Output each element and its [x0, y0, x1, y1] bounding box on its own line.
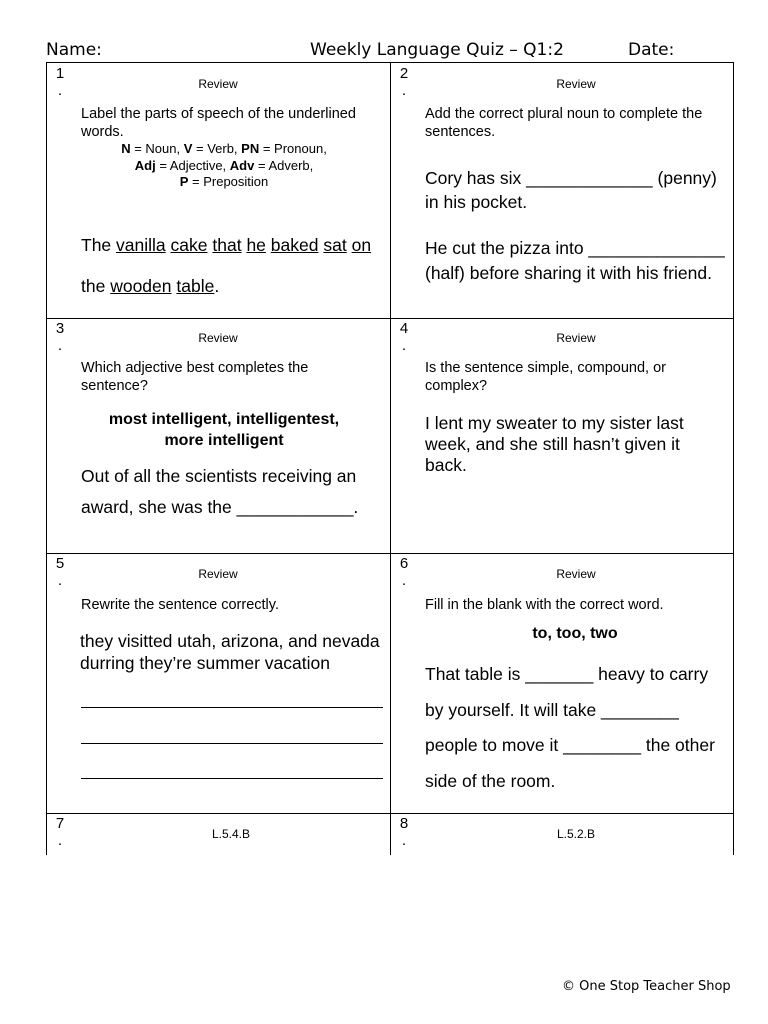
grid-line [46, 813, 734, 814]
standard-tag: Review [198, 77, 238, 91]
answer-line[interactable] [81, 778, 383, 779]
key-meaning: = Adjective, [155, 157, 230, 173]
number-dot: . [57, 337, 63, 354]
question-number [53, 320, 67, 354]
answer-line[interactable] [81, 743, 383, 744]
word: The [81, 235, 117, 255]
key-meaning: = Adverb, [254, 157, 314, 173]
quiz-grid [46, 62, 734, 855]
question-number [397, 320, 411, 354]
number-dot: . [401, 82, 407, 99]
options-line: most intelligent, intelligentest, [108, 411, 340, 428]
instruction-line: Label the parts of speech of the underlined [81, 106, 356, 122]
sentence-line: (half) before sharing it with his friend. [425, 263, 712, 283]
question-sentence [425, 166, 730, 214]
instruction-line: sentences. [425, 124, 496, 140]
key-abbr: V [183, 141, 193, 156]
underlined-word: baked [270, 235, 319, 255]
underlined-word: wooden [110, 276, 172, 296]
question-number [53, 815, 67, 849]
question-sentence [81, 461, 386, 523]
question-sentence [80, 630, 388, 674]
number-text: 6 [399, 555, 409, 572]
number-dot: . [57, 832, 63, 849]
question-sentence [425, 236, 730, 286]
question-sentence [425, 413, 730, 476]
name-label: Name: [46, 40, 102, 60]
word: the [81, 276, 111, 296]
sentence-line: Cory has six _____________ (penny) [425, 168, 717, 188]
sentence-line: I lent my sweater to my sister last [425, 413, 684, 433]
sentence-line: week, and she still hasn’t given it [425, 434, 680, 454]
instruction-line: complex? [425, 378, 488, 394]
question-number [53, 65, 67, 99]
question-number [397, 65, 411, 99]
number-dot: . [401, 572, 407, 589]
question-instruction [425, 105, 730, 141]
grid-line [46, 63, 47, 855]
number-dot: . [401, 832, 407, 849]
question-instruction: Rewrite the sentence correctly. [81, 597, 279, 613]
grid-line [46, 553, 734, 554]
grid-line [390, 63, 391, 855]
number-dot: . [57, 572, 63, 589]
grid-line [733, 63, 734, 855]
number-text: 5 [55, 555, 65, 572]
question-sentence [81, 225, 386, 307]
number-dot: . [401, 337, 407, 354]
instruction-line: Add the correct plural noun to complete the [425, 106, 703, 122]
instruction-line: Which adjective best completes the [81, 360, 309, 376]
answer-options [81, 409, 367, 451]
number-text: 1 [55, 65, 65, 82]
answer-options: to, too, two [532, 625, 618, 642]
question-instruction [425, 359, 730, 395]
instruction-line: Is the sentence simple, compound, or [425, 360, 666, 376]
sentence-line: He cut the pizza into ______________ [425, 238, 725, 258]
standard-tag: Review [198, 567, 238, 581]
question-instruction [81, 359, 381, 395]
number-text: 4 [399, 320, 409, 337]
sentence-line: by yourself. It will take ________ [425, 699, 679, 720]
question-instruction [81, 105, 381, 141]
word: . [214, 276, 220, 296]
number-text: 7 [55, 815, 65, 832]
key-meaning: = Pronoun, [259, 141, 327, 156]
key-abbr: N [121, 141, 131, 156]
key-abbr: PN [241, 141, 260, 156]
key-meaning: = Preposition [188, 174, 269, 189]
underlined-word: table [176, 276, 215, 296]
key-abbr: Adj [134, 157, 156, 173]
number-text: 3 [55, 320, 65, 337]
number-text: 8 [399, 815, 409, 832]
sentence-line: Out of all the scientists receiving an [81, 466, 357, 486]
instruction-line: sentence? [81, 378, 148, 394]
quiz-title: Weekly Language Quiz – Q1:2 [310, 40, 564, 60]
underlined-word: cake [170, 235, 208, 255]
underlined-word: that [212, 235, 242, 255]
copyright-footer: © One Stop Teacher Shop [562, 979, 731, 994]
standard-tag: L.5.4.B [211, 827, 251, 841]
parts-of-speech-key [81, 141, 367, 191]
number-dot: . [57, 82, 63, 99]
key-abbr: Adv [229, 157, 255, 173]
question-sentence [425, 657, 730, 799]
sentence-line: people to move it ________ the other [425, 735, 715, 755]
sentence-line: durring they’re summer vacation [80, 653, 330, 673]
options-line: more intelligent [164, 432, 284, 449]
sentence-line: back. [425, 455, 467, 475]
standard-tag: Review [556, 567, 596, 581]
standard-tag: Review [556, 77, 596, 91]
question-number [397, 815, 411, 849]
question-number [53, 555, 67, 589]
number-text: 2 [399, 65, 409, 82]
key-meaning: = Verb, [192, 141, 242, 156]
sentence-line: That table is _______ heavy to carry [425, 664, 709, 684]
question-instruction: Fill in the blank with the correct word. [425, 597, 664, 613]
underlined-word: on [351, 235, 372, 255]
date-label: Date: [628, 40, 675, 60]
key-meaning: = Noun, [130, 141, 184, 156]
underlined-word: he [246, 235, 266, 255]
sentence-line: in his pocket. [425, 192, 528, 212]
sentence-line: they visitted utah, arizona, and nevada [80, 631, 380, 651]
question-number [397, 555, 411, 589]
standard-tag: L.5.2.B [556, 827, 596, 841]
key-abbr: P [179, 174, 189, 189]
grid-line [46, 318, 734, 319]
sentence-line: award, she was the ____________. [81, 497, 359, 517]
instruction-line: words. [81, 124, 124, 140]
sentence-line: side of the room. [425, 770, 556, 791]
standard-tag: Review [198, 331, 238, 345]
underlined-word: vanilla [116, 235, 166, 255]
underlined-word: sat [323, 235, 347, 255]
answer-line[interactable] [81, 707, 383, 708]
standard-tag: Review [556, 331, 596, 345]
